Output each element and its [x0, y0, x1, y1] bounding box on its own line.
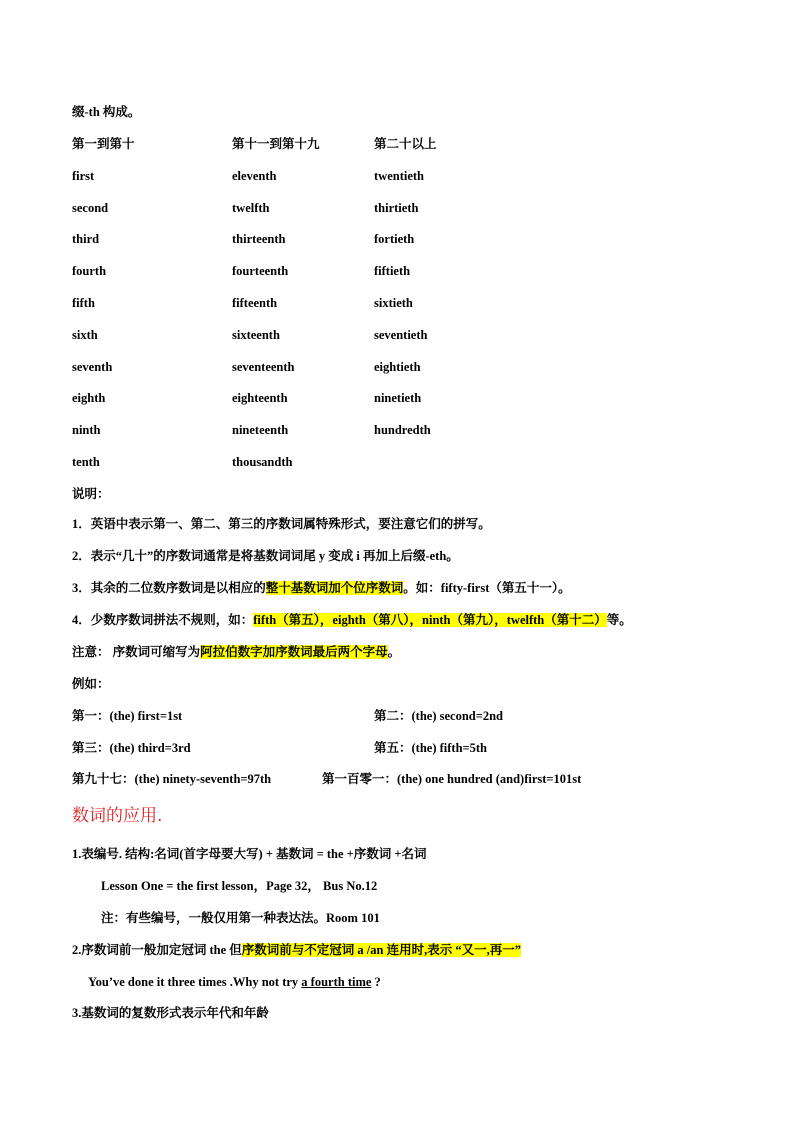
table-cell: thirteenth: [232, 232, 286, 246]
note-3-text: 3．其余的二位数序数词是以相应的: [72, 581, 266, 595]
note-3: [72, 580, 571, 596]
app-point-1-note: 注：有些编号，一般仅用第一种表达法。Room 101: [101, 911, 380, 925]
attention-text: 注意： 序数词可缩写为: [72, 645, 201, 659]
example-1st: 第一：(the) first=1st: [72, 709, 183, 723]
app-point-2-example-underlined: a fourth time: [301, 975, 372, 989]
table-cell: twentieth: [374, 169, 424, 183]
app-point-2-example-text: You’ve done it three times .Why not try: [88, 975, 302, 989]
table-cell: fifteenth: [232, 296, 278, 310]
table-cell: thousandth: [232, 455, 293, 469]
table-cell: seventh: [72, 360, 113, 374]
table-header-1: 第一到第十: [72, 137, 135, 151]
table-cell: sixth: [72, 328, 98, 342]
attention-highlight: 阿拉伯数字加序数词最后两个字母: [200, 645, 388, 659]
intro-line: 缀-th 构成。: [72, 105, 141, 119]
app-point-2-example: [88, 974, 381, 990]
table-cell: second: [72, 201, 109, 215]
table-cell: fourteenth: [232, 264, 289, 278]
attention-end: 。: [387, 645, 401, 659]
table-header-2: 第十一到第十九: [232, 137, 320, 151]
table-cell: ninetieth: [374, 391, 422, 405]
example-101st: 第一百零一：(the) one hundred (and)first=101st: [322, 772, 582, 786]
example-3rd: 第三：(the) third=3rd: [72, 741, 191, 755]
table-cell: eightieth: [374, 360, 421, 374]
table-cell: thirtieth: [374, 201, 419, 215]
note-2: 2．表示“几十”的序数词通常是将基数词词尾 y 变成 i 再加上后缀-eth。: [72, 549, 459, 563]
example-5th: 第五：(the) fifth=5th: [374, 741, 488, 755]
example-97th: 第九十七：(the) ninety-seventh=97th: [72, 772, 272, 786]
app-point-1: 1.表编号. 结构:名词(首字母要大写) + 基数词 = the +序数词 +名词: [72, 847, 427, 861]
table-cell: eighteenth: [232, 391, 288, 405]
table-cell: sixtieth: [374, 296, 413, 310]
app-point-2: [72, 942, 521, 958]
example-2nd: 第二：(the) second=2nd: [374, 709, 504, 723]
note-4-text: 4．少数序数词拼法不规则，如：: [72, 613, 254, 627]
app-point-2-highlight: 序数词前与不定冠词 a /an 连用时,表示 “又一,再一”: [241, 943, 521, 957]
table-cell: fifth: [72, 296, 95, 310]
table-cell: fiftieth: [374, 264, 411, 278]
app-point-3: 3.基数词的复数形式表示年代和年龄: [72, 1006, 269, 1020]
section-title: 数词的应用.: [72, 806, 163, 826]
note-3-example: 。如：fifty-first（第五十一）。: [403, 581, 571, 595]
attention-line: [72, 644, 400, 660]
table-header-3: 第二十以上: [374, 137, 437, 151]
app-point-1-example: Lesson One = the first lesson，Page 32， Bus No.12: [101, 879, 378, 893]
table-cell: tenth: [72, 455, 100, 469]
note-1: 1．英语中表示第一、第二、第三的序数词属特殊形式，要注意它们的拼写。: [72, 517, 491, 531]
note-4: [72, 612, 632, 628]
app-point-2-text: 2.序数词前一般加定冠词 the 但: [72, 943, 242, 957]
table-cell: seventeenth: [232, 360, 295, 374]
note-4-end: 等。: [606, 613, 632, 627]
table-cell: first: [72, 169, 95, 183]
table-cell: eleventh: [232, 169, 277, 183]
examples-heading: 例如：: [72, 677, 110, 691]
table-cell: hundredth: [374, 423, 431, 437]
table-cell: fourth: [72, 264, 107, 278]
app-point-2-example-end: ?: [371, 975, 381, 989]
table-cell: seventieth: [374, 328, 428, 342]
note-4-highlight: fifth（第五），eighth（第八），ninth（第九），twelfth（第十二）: [253, 613, 607, 627]
table-cell: twelfth: [232, 201, 270, 215]
table-cell: eighth: [72, 391, 106, 405]
table-cell: nineteenth: [232, 423, 289, 437]
table-cell: ninth: [72, 423, 101, 437]
table-cell: sixteenth: [232, 328, 280, 342]
note-3-highlight: 整十基数词加个位序数词: [265, 581, 404, 595]
table-cell: fortieth: [374, 232, 415, 246]
table-cell: third: [72, 232, 100, 246]
notes-heading: 说明：: [72, 487, 110, 501]
